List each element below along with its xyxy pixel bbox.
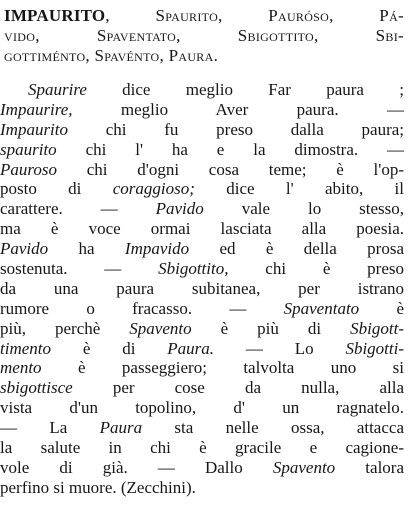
- text-run: è di: [51, 338, 168, 358]
- entry-heading: [4, 6, 404, 66]
- text-line: [0, 239, 404, 259]
- headword: IMPAURITO: [4, 6, 106, 25]
- text-run: vale lo stesso,: [203, 199, 404, 219]
- text-line: [0, 140, 404, 160]
- italic-term: coraggioso;: [112, 179, 195, 199]
- italic-term: Pavido: [155, 199, 204, 219]
- text-run: è: [359, 298, 405, 318]
- text-line: [0, 358, 404, 378]
- italic-term: spaurito: [0, 139, 57, 159]
- text-run: meglio Aver paura. —: [72, 99, 404, 119]
- text-run: vole di già. — Dallo: [0, 457, 273, 477]
- text-line: [0, 339, 404, 359]
- text-line: [0, 319, 404, 339]
- text-line: [0, 438, 404, 458]
- text-line: [0, 279, 404, 299]
- text-run: è passeggiero; talvolta uno si: [41, 358, 404, 378]
- text-run: più, perchè: [0, 318, 130, 338]
- text-line: [0, 299, 404, 319]
- italic-term: Spavento: [272, 457, 336, 477]
- italic-term: Impaurire,: [0, 99, 73, 119]
- italic-term: Spaurire: [28, 80, 87, 99]
- text-run: rumore o fracasso. —: [0, 298, 284, 318]
- text-run: carattere. —: [0, 199, 156, 219]
- text-line: [0, 478, 404, 498]
- text-run: chi è preso: [228, 259, 404, 279]
- text-run: per cose da nulla, alla: [72, 378, 404, 398]
- text-run: è più di: [191, 318, 351, 338]
- italic-term: timento: [0, 338, 51, 358]
- text-run: ha: [48, 239, 125, 259]
- entry-body: [0, 80, 404, 498]
- italic-term: sbigottisce: [0, 378, 73, 398]
- italic-term: Sbigottito,: [158, 259, 229, 279]
- text-line: [0, 418, 404, 438]
- text-line: [0, 100, 404, 120]
- text-run: perfino si muore. (Zecchini).: [0, 477, 196, 497]
- text-line: [0, 259, 404, 279]
- text-run: chi d'ogni cosa teme; è l'op-: [57, 159, 404, 179]
- text-run: ma è voce ormai lasciata alla poesia.: [0, 219, 404, 239]
- text-line: [0, 458, 404, 478]
- synonym-list: , Spaurito, Pauróso, Pá-: [105, 6, 404, 25]
- italic-term: Paura: [99, 418, 143, 438]
- text-line: [0, 179, 404, 199]
- italic-term: Pauroso: [0, 159, 57, 179]
- italic-term: Impaurito: [0, 119, 68, 139]
- italic-term: Sbigott-: [350, 318, 404, 338]
- italic-term: Spavento: [129, 318, 192, 338]
- italic-term: Pavido: [0, 239, 49, 259]
- text-run: dice meglio Far paura ;: [86, 80, 404, 99]
- text-run: sostenuta. —: [0, 259, 159, 279]
- text-run: chi l' ha e la dimostra. —: [56, 139, 404, 159]
- text-run: — Lo: [214, 338, 346, 358]
- text-run: dice l' abito, il: [194, 179, 404, 199]
- text-line: [0, 398, 404, 418]
- italic-term: Sbigotti-: [345, 338, 404, 358]
- synonym-list: gottiménto, Spavénto, Paura.: [4, 46, 219, 65]
- text-run: talora: [335, 457, 405, 477]
- text-run: vista d'un topolino, d' un ragnatelo.: [0, 398, 404, 418]
- text-run: da una paura subitanea, per istrano: [0, 278, 404, 298]
- text-line: [0, 199, 404, 219]
- italic-term: Spaventato: [283, 298, 360, 318]
- text-run: ed è della prosa: [189, 239, 405, 259]
- italic-term: Paura.: [167, 338, 215, 358]
- heading-line: [4, 26, 404, 46]
- text-run: posto di: [0, 179, 113, 199]
- text-line: [0, 219, 404, 239]
- text-run: — La: [0, 418, 100, 438]
- text-line: [0, 80, 404, 100]
- text-line: [0, 160, 404, 180]
- italic-term: Impavido: [124, 239, 190, 259]
- text-line: [0, 378, 404, 398]
- text-run: chi fu preso dalla paura;: [68, 119, 404, 139]
- heading-line: [4, 46, 404, 66]
- italic-term: mento: [0, 358, 42, 378]
- text-line: [0, 120, 404, 140]
- text-run: sta nelle ossa, attacca: [142, 418, 404, 438]
- heading-line: [4, 6, 404, 26]
- text-run: la salute in chi è gracile e cagione-: [0, 438, 404, 458]
- synonym-list: vido, Spaventato, Sbigottito, Sbi-: [4, 26, 404, 45]
